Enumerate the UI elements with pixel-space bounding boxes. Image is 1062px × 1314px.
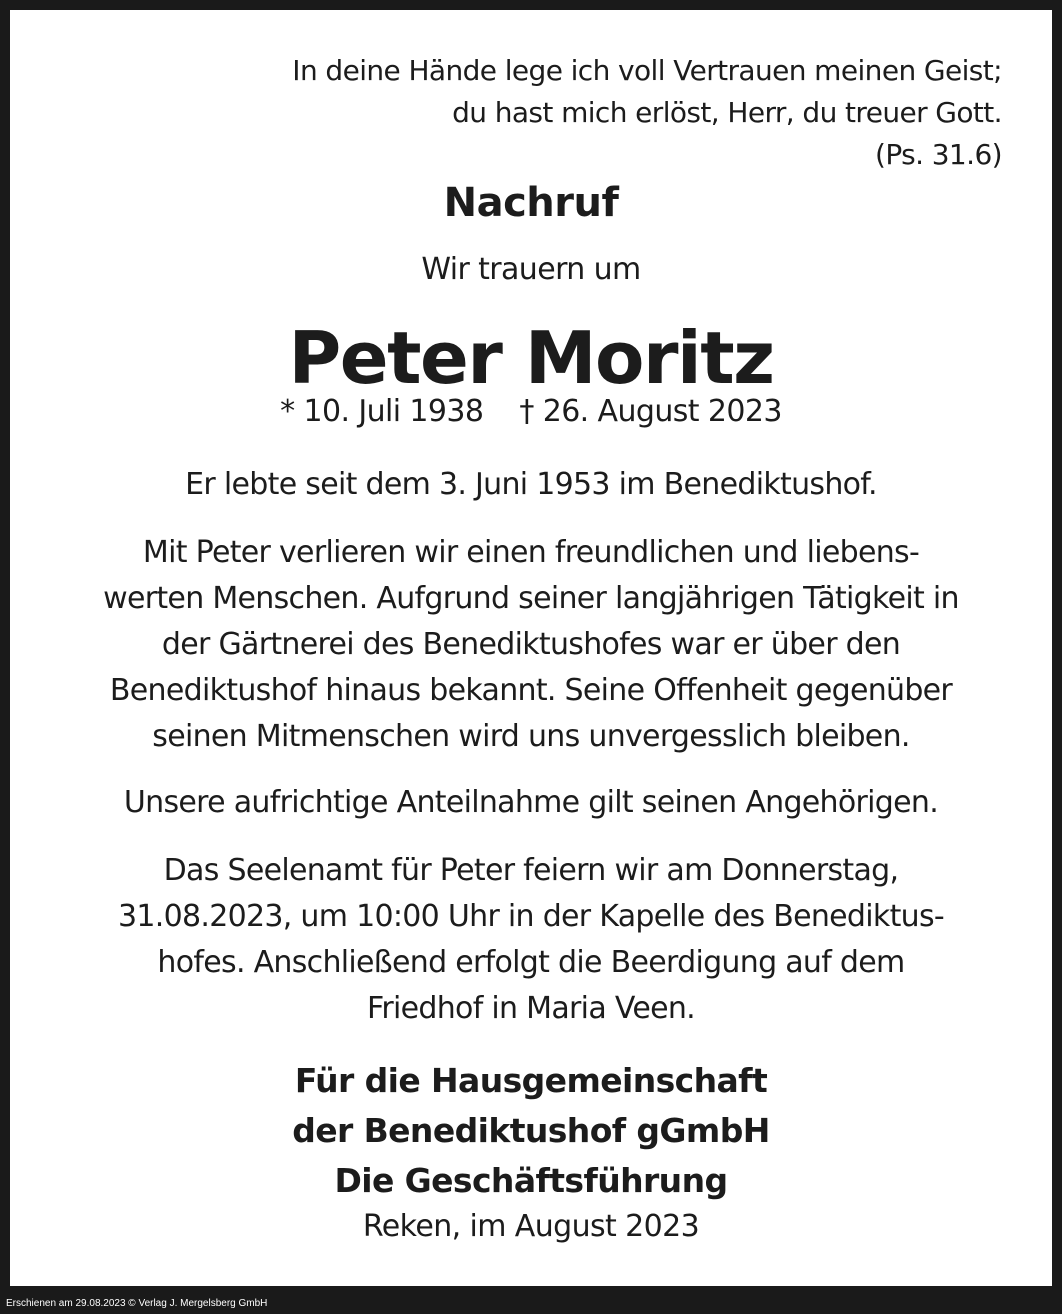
paragraph-residence	[20, 462, 1042, 508]
paragraph-service	[20, 848, 1042, 1032]
text-line: hofes. Anschließend erfolgt die Beerdigung auf dem	[157, 945, 905, 980]
notice-heading: Nachruf	[443, 180, 619, 226]
signature-line: der Benediktushof gGmbH	[292, 1111, 770, 1150]
text-line: seinen Mitmenschen wird uns unvergesslich bleiben.	[152, 719, 910, 754]
deceased-name: Peter Moritz	[288, 316, 774, 400]
publication-footer: Erschienen am 29.08.2023 © Verlag J. Mergelsberg GmbH	[6, 1298, 268, 1309]
text-line: Mit Peter verlieren wir einen freundlichen und liebens-	[142, 535, 920, 570]
text-line: Unsere aufrichtige Anteilnahme gilt seinen Angehörigen.	[123, 785, 939, 820]
text-line: Er lebte seit dem 3. Juni 1953 im Benediktushof.	[185, 467, 877, 502]
mourning-lead: Wir trauern um	[421, 252, 641, 287]
place-date: Reken, im August 2023	[362, 1209, 700, 1244]
birth-date: * 10. Juli 1938	[280, 394, 484, 429]
signature-line: Für die Hausgemeinschaft	[294, 1061, 768, 1100]
verse-line-2: du hast mich erlöst, Herr, du treuer Gott.	[452, 96, 1002, 129]
text-line: Das Seelenamt für Peter feiern wir am Donnerstag,	[163, 853, 899, 888]
text-line: der Gärtnerei des Benediktushofes war er über den	[161, 627, 901, 662]
signature-block	[20, 1056, 1042, 1206]
death-date: † 26. August 2023	[519, 394, 782, 429]
life-dates	[20, 390, 1042, 434]
bible-verse	[292, 50, 1002, 176]
signature-line: Die Geschäftsführung	[334, 1161, 728, 1200]
text-line: Friedhof in Maria Veen.	[366, 991, 695, 1026]
text-line: 31.08.2023, um 10:00 Uhr in der Kapelle des Benediktus-	[117, 899, 945, 934]
verse-reference: (Ps. 31.6)	[875, 138, 1002, 171]
paragraph-tribute	[20, 530, 1042, 760]
paragraph-condolence	[20, 780, 1042, 826]
text-line: werten Menschen. Aufgrund seiner langjährigen Tätigkeit in	[103, 581, 959, 616]
verse-line-1: In deine Hände lege ich voll Vertrauen meinen Geist;	[292, 54, 1002, 87]
text-line: Benediktushof hinaus bekannt. Seine Offenheit gegenüber	[109, 673, 953, 708]
